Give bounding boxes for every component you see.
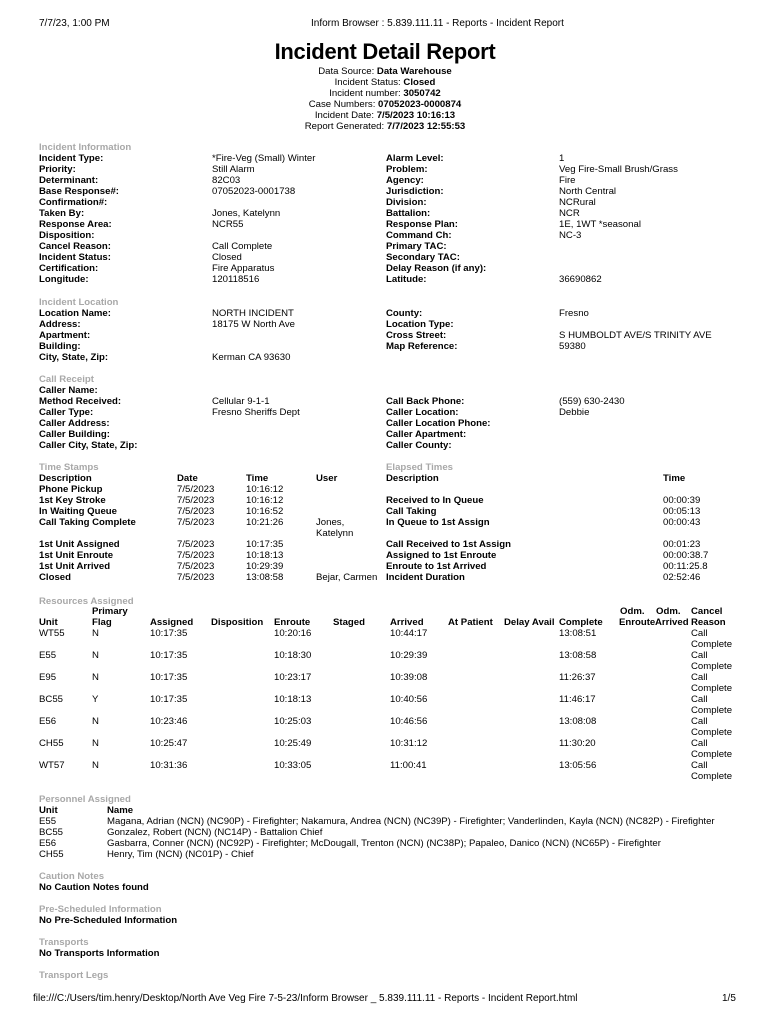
resource-arrived: 11:00:41 (390, 760, 427, 771)
section-caution-notes: Caution Notes (39, 871, 105, 882)
resource-cancel-reason: Complete (691, 771, 733, 782)
transports-text: No Transports Information (39, 948, 160, 959)
meta-line (0, 88, 770, 99)
time-stamp-cell: 7/5/2023 (177, 572, 215, 583)
incident-info-left-values (212, 153, 315, 285)
field-value: NC-3 (559, 230, 582, 241)
field-value: NCRural (559, 197, 596, 208)
resource-cancel-reason: Call (691, 694, 708, 705)
personnel-unit: E55 (39, 816, 57, 827)
elapsed-time: 00:00:43 (663, 517, 701, 528)
field-label: City, State, Zip: (39, 352, 109, 363)
resource-cancel-reason: Complete (691, 705, 733, 716)
time-stamp-desc: 1st Unit Assigned (39, 539, 120, 550)
field-value: Jones, Katelynn (212, 208, 281, 219)
resources-header: Flag (92, 617, 112, 628)
field-label: Agency: (386, 175, 424, 186)
incident-location-right-values (559, 308, 712, 352)
resource-arrived: 10:46:56 (390, 716, 428, 727)
section-incident-location: Incident Location (39, 297, 119, 308)
elapsed-desc: Assigned to 1st Enroute (386, 550, 497, 561)
resource-unit: WT57 (39, 760, 65, 771)
field-label: Caller City, State, Zip: (39, 440, 138, 451)
elapsed-header: Description (386, 473, 439, 484)
meta-label: Incident number: (329, 88, 404, 99)
elapsed-time: 00:11:25.8 (663, 561, 708, 572)
field-label: Division: (386, 197, 427, 208)
resource-enroute: 10:33:05 (274, 760, 312, 771)
meta-label: Report Generated: (304, 121, 387, 132)
resource-enroute: 10:18:13 (274, 694, 312, 705)
field-label: Caller Name: (39, 385, 98, 396)
field-label: Caller County: (386, 440, 452, 451)
time-stamp-cell: 10:29:39 (246, 561, 284, 572)
resource-cancel-reason: Call (691, 672, 708, 683)
field-value (212, 440, 300, 451)
resources-header: Arrived (390, 617, 424, 628)
field-label: Incident Status: (39, 252, 111, 263)
resource-arrived: 10:44:17 (390, 628, 428, 639)
meta-line (0, 99, 770, 110)
resource-complete: 13:08:58 (559, 650, 597, 661)
section-incident-information: Incident Information (39, 142, 132, 153)
field-value (212, 341, 295, 352)
resource-flag: N (92, 672, 99, 683)
field-label: Taken By: (39, 208, 85, 219)
elapsed-header: Time (663, 473, 686, 484)
meta-label: Data Source: (318, 66, 377, 77)
resource-arrived: 10:31:12 (390, 738, 428, 749)
time-stamp-cell: 10:21:26 (246, 517, 284, 528)
field-value (212, 330, 295, 341)
personnel-name: Henry, Tim (NCN) (NC01P) - Chief (107, 849, 254, 860)
field-value: Call Complete (212, 241, 273, 252)
field-label (386, 385, 490, 396)
resource-enroute: 10:25:49 (274, 738, 312, 749)
elapsed-time: 00:05:13 (663, 506, 701, 517)
resource-flag: N (92, 650, 99, 661)
call-receipt-right-labels (386, 385, 490, 451)
resource-assigned: 10:31:36 (150, 760, 188, 771)
caution-notes-text: No Caution Notes found (39, 882, 149, 893)
meta-label: Incident Date: (314, 110, 377, 121)
meta-line (0, 121, 770, 132)
field-label: Caller Building: (39, 429, 110, 440)
field-value (559, 385, 625, 396)
resource-arrived: 10:39:08 (390, 672, 428, 683)
field-value: NCR (559, 208, 580, 219)
field-label: Delay Reason (if any): (386, 263, 487, 274)
field-value: *Fire-Veg (Small) Winter (212, 153, 316, 164)
resources-header: Disposition (211, 617, 264, 628)
meta-label: Incident Status: (334, 77, 404, 88)
field-label: Call Back Phone: (386, 396, 465, 407)
time-stamp-cell: Katelynn (316, 528, 354, 539)
field-label: Apartment: (39, 330, 91, 341)
elapsed-time: 00:00:38.7 (663, 550, 709, 561)
resource-assigned: 10:17:35 (150, 694, 188, 705)
field-value: S HUMBOLDT AVE/S TRINITY AVE (559, 330, 712, 341)
field-value (212, 197, 315, 208)
resource-assigned: 10:23:46 (150, 716, 188, 727)
personnel-name: Magana, Adrian (NCN) (NC90P) - Firefighter; Nakamura, Andrea (NCN) (NC39P) - Firefighter; Vanderlinden, Kayla (NCN) (NC82P) - Firefighter (107, 816, 715, 827)
resource-complete: 13:08:51 (559, 628, 597, 639)
meta-value: 3050742 (403, 88, 441, 99)
field-label: Address: (39, 319, 81, 330)
resource-arrived: 10:29:39 (390, 650, 428, 661)
meta-label: Case Numbers: (308, 99, 379, 110)
resource-unit: E55 (39, 650, 57, 661)
field-value: (559) 630-2430 (559, 396, 625, 407)
field-label: Secondary TAC: (386, 252, 460, 263)
section-elapsed-times: Elapsed Times (386, 462, 454, 473)
field-value: Debbie (559, 407, 590, 418)
field-label: Base Response#: (39, 186, 119, 197)
elapsed-desc: Call Received to 1st Assign (386, 539, 511, 550)
resources-header: Assigned (150, 617, 194, 628)
resource-cancel-reason: Call (691, 650, 708, 661)
resource-complete: 13:08:08 (559, 716, 597, 727)
field-label: Location Type: (386, 319, 454, 330)
incident-info-right-labels (386, 153, 486, 285)
section-call-receipt: Call Receipt (39, 374, 94, 385)
resource-flag: N (92, 760, 99, 771)
elapsed-desc: Incident Duration (386, 572, 465, 583)
field-value: Fresno Sheriffs Dept (212, 407, 300, 418)
field-label: Response Area: (39, 219, 112, 230)
resource-unit: E95 (39, 672, 57, 683)
field-value (559, 319, 712, 330)
resource-assigned: 10:25:47 (150, 738, 188, 749)
time-stamps-header: Description (39, 473, 92, 484)
resources-header: Odm. (620, 606, 645, 617)
section-transport-legs: Transport Legs (39, 970, 109, 981)
resource-cancel-reason: Complete (691, 639, 733, 650)
print-page-number: 1/5 (722, 993, 736, 1004)
time-stamp-desc: Closed (39, 572, 71, 583)
resources-header: Cancel (691, 606, 723, 617)
field-label: Cross Street: (386, 330, 447, 341)
resource-unit: WT55 (39, 628, 65, 639)
call-receipt-right-values (559, 385, 625, 451)
section-pre-scheduled: Pre-Scheduled Information (39, 904, 162, 915)
incident-location-left-values (212, 308, 295, 363)
field-value: 120118516 (212, 274, 260, 285)
field-label: Method Received: (39, 396, 122, 407)
field-label: Caller Address: (39, 418, 110, 429)
resource-complete: 13:05:56 (559, 760, 597, 771)
resource-cancel-reason: Call (691, 716, 708, 727)
meta-line (0, 66, 770, 77)
resources-header: Reason (691, 617, 726, 628)
resource-assigned: 10:17:35 (150, 628, 188, 639)
incident-info-right-values (559, 153, 678, 285)
time-stamp-desc: Phone Pickup (39, 484, 103, 495)
time-stamp-cell: 13:08:58 (246, 572, 284, 583)
field-value: Still Alarm (212, 164, 255, 175)
time-stamp-desc: In Waiting Queue (39, 506, 117, 517)
time-stamp-desc: Call Taking Complete (39, 517, 136, 528)
field-label: Cancel Reason: (39, 241, 111, 252)
personnel-name: Gonzalez, Robert (NCN) (NC14P) - Battalion Chief (107, 827, 323, 838)
time-stamp-cell: 7/5/2023 (177, 495, 215, 506)
incident-info-left-labels (39, 153, 119, 285)
field-label: Map Reference: (386, 341, 458, 352)
field-value (559, 241, 678, 252)
field-value: 07052023-0001738 (212, 186, 296, 197)
field-value: Fire (559, 175, 576, 186)
resource-cancel-reason: Call (691, 628, 708, 639)
report-meta (0, 66, 770, 132)
resource-assigned: 10:17:35 (150, 650, 188, 661)
field-label: Problem: (386, 164, 428, 175)
resource-unit: BC55 (39, 694, 63, 705)
meta-value: 7/7/2023 12:55:53 (386, 121, 466, 132)
resource-enroute: 10:18:30 (274, 650, 312, 661)
elapsed-time: 00:01:23 (663, 539, 701, 550)
field-value: North Central (559, 186, 617, 197)
field-label: Primary TAC: (386, 241, 447, 252)
resource-cancel-reason: Complete (691, 683, 733, 694)
time-stamp-desc: 1st Unit Arrived (39, 561, 111, 572)
field-value: Fresno (559, 308, 589, 319)
field-value: 1 (559, 153, 565, 164)
field-value (212, 385, 300, 396)
resources-header: Odm. (656, 606, 681, 617)
resource-flag: N (92, 628, 99, 639)
resource-flag: Y (92, 694, 99, 705)
field-label: Location Name: (39, 308, 111, 319)
field-label: Caller Apartment: (386, 429, 467, 440)
resources-header: Enroute (619, 617, 656, 628)
resource-complete: 11:30:20 (559, 738, 596, 749)
field-label: Caller Location: (386, 407, 459, 418)
resource-flag: N (92, 738, 99, 749)
time-stamp-cell: 10:16:12 (246, 484, 284, 495)
print-footer-path: file:///C:/Users/tim.henry/Desktop/North Ave Veg Fire 7-5-23/Inform Browser _ 5.839.111.11 - Reports - Incident Report.html (33, 993, 578, 1004)
time-stamp-cell: 10:17:35 (246, 539, 284, 550)
section-personnel-assigned: Personnel Assigned (39, 794, 131, 805)
field-label: Latitude: (386, 274, 427, 285)
resources-header: Enroute (274, 617, 311, 628)
time-stamp-cell: 7/5/2023 (177, 484, 215, 495)
meta-value: 07052023-0000874 (378, 99, 462, 110)
call-receipt-left-values (212, 385, 300, 451)
field-label: Battalion: (386, 208, 431, 219)
resource-assigned: 10:17:35 (150, 672, 188, 683)
field-label: Command Ch: (386, 230, 452, 241)
field-value (559, 252, 678, 263)
field-label: County: (386, 308, 423, 319)
time-stamp-cell: Bejar, Carmen (316, 572, 378, 583)
personnel-unit: BC55 (39, 827, 63, 838)
field-value (559, 429, 625, 440)
field-value: 18175 W North Ave (212, 319, 296, 330)
resource-flag: N (92, 716, 99, 727)
time-stamp-cell: 10:16:12 (246, 495, 284, 506)
resource-enroute: 10:23:17 (274, 672, 312, 683)
resources-header: Complete (559, 617, 603, 628)
personnel-unit: E56 (39, 838, 57, 849)
resource-unit: E56 (39, 716, 57, 727)
resource-cancel-reason: Call (691, 760, 708, 771)
resources-header: Staged (333, 617, 365, 628)
time-stamps-header: User (316, 473, 338, 484)
resources-header: Delay Avail (504, 617, 555, 628)
resource-complete: 11:26:37 (559, 672, 596, 683)
field-label: Priority: (39, 164, 76, 175)
time-stamps-header: Time (246, 473, 269, 484)
field-value (559, 440, 625, 451)
call-receipt-left-labels (39, 385, 137, 451)
field-label: Disposition: (39, 230, 95, 241)
elapsed-desc: Received to In Queue (386, 495, 484, 506)
field-value (212, 418, 300, 429)
resources-header: Unit (39, 617, 58, 628)
pre-scheduled-text: No Pre-Scheduled Information (39, 915, 178, 926)
time-stamp-cell: 7/5/2023 (177, 506, 215, 517)
field-value: NCR55 (212, 219, 244, 230)
elapsed-time: 00:00:39 (663, 495, 701, 506)
time-stamp-cell: Jones, (316, 517, 345, 528)
meta-value: 7/5/2023 10:16:13 (376, 110, 456, 121)
elapsed-time: 02:52:46 (663, 572, 701, 583)
resource-cancel-reason: Call (691, 738, 708, 749)
time-stamp-desc: 1st Unit Enroute (39, 550, 114, 561)
field-label: Longitude: (39, 274, 89, 285)
resource-enroute: 10:20:16 (274, 628, 312, 639)
time-stamp-cell: 10:18:13 (246, 550, 284, 561)
resource-cancel-reason: Complete (691, 661, 733, 672)
field-value: Fire Apparatus (212, 263, 275, 274)
field-value: 59380 (559, 341, 586, 352)
meta-value: Data Warehouse (376, 66, 452, 77)
meta-line (0, 110, 770, 121)
field-value: Veg Fire-Small Brush/Grass (559, 164, 678, 175)
resources-header: Arrived (655, 617, 689, 628)
elapsed-desc: In Queue to 1st Assign (386, 517, 490, 528)
field-value: 82C03 (212, 175, 241, 186)
field-label: Caller Type: (39, 407, 94, 418)
time-stamp-cell: 7/5/2023 (177, 561, 215, 572)
time-stamp-cell: 10:16:52 (246, 506, 284, 517)
resource-unit: CH55 (39, 738, 64, 749)
field-value: 1E, 1WT *seasonal (559, 219, 641, 230)
personnel-name: Gasbarra, Conner (NCN) (NC92P) - Firefighter; McDougall, Trenton (NCN) (NC38P); Papaleo, Danico (NCN) (NC65P) - Firefighter (107, 838, 661, 849)
section-time-stamps: Time Stamps (39, 462, 99, 473)
field-value: 36690862 (559, 274, 602, 285)
field-value: Closed (212, 252, 242, 263)
field-value: NORTH INCIDENT (212, 308, 294, 319)
field-value (559, 418, 625, 429)
field-value (212, 230, 315, 241)
resource-complete: 11:46:17 (559, 694, 596, 705)
resource-cancel-reason: Complete (691, 727, 733, 738)
field-label: Caller Location Phone: (386, 418, 491, 429)
incident-location-right-labels (386, 308, 457, 352)
personnel-unit: CH55 (39, 849, 64, 860)
time-stamp-cell: 7/5/2023 (177, 539, 215, 550)
section-resources-assigned: Resources Assigned (39, 596, 134, 607)
report-title: Incident Detail Report (274, 39, 496, 64)
personnel-header: Unit (39, 805, 58, 816)
resource-cancel-reason: Complete (691, 749, 733, 760)
field-label: Confirmation#: (39, 197, 108, 208)
field-label: Determinant: (39, 175, 99, 186)
meta-line (0, 77, 770, 88)
field-label: Incident Type: (39, 153, 104, 164)
print-title: Inform Browser : 5.839.111.11 - Reports - Incident Report (311, 18, 564, 29)
field-label: Building: (39, 341, 81, 352)
personnel-header: Name (107, 805, 134, 816)
field-label: Alarm Level: (386, 153, 444, 164)
resource-enroute: 10:25:03 (274, 716, 312, 727)
time-stamps-header: Date (177, 473, 198, 484)
meta-value: Closed (403, 77, 436, 88)
field-label: Jurisdiction: (386, 186, 444, 197)
field-value (559, 263, 678, 274)
field-label: Response Plan: (386, 219, 458, 230)
section-transports: Transports (39, 937, 89, 948)
time-stamp-desc: 1st Key Stroke (39, 495, 106, 506)
field-label: Certification: (39, 263, 99, 274)
time-stamp-cell: 7/5/2023 (177, 517, 215, 528)
elapsed-desc: Enroute to 1st Arrived (386, 561, 487, 572)
print-datetime: 7/7/23, 1:00 PM (39, 18, 110, 29)
time-stamp-cell: 7/5/2023 (177, 550, 215, 561)
elapsed-desc: Call Taking (386, 506, 437, 517)
resource-arrived: 10:40:56 (390, 694, 428, 705)
resources-header: At Patient (448, 617, 493, 628)
field-value: Kerman CA 93630 (212, 352, 291, 363)
field-value (212, 429, 300, 440)
incident-location-left-labels (39, 308, 111, 363)
field-value: Cellular 9-1-1 (212, 396, 270, 407)
resources-header: Primary (92, 606, 128, 617)
